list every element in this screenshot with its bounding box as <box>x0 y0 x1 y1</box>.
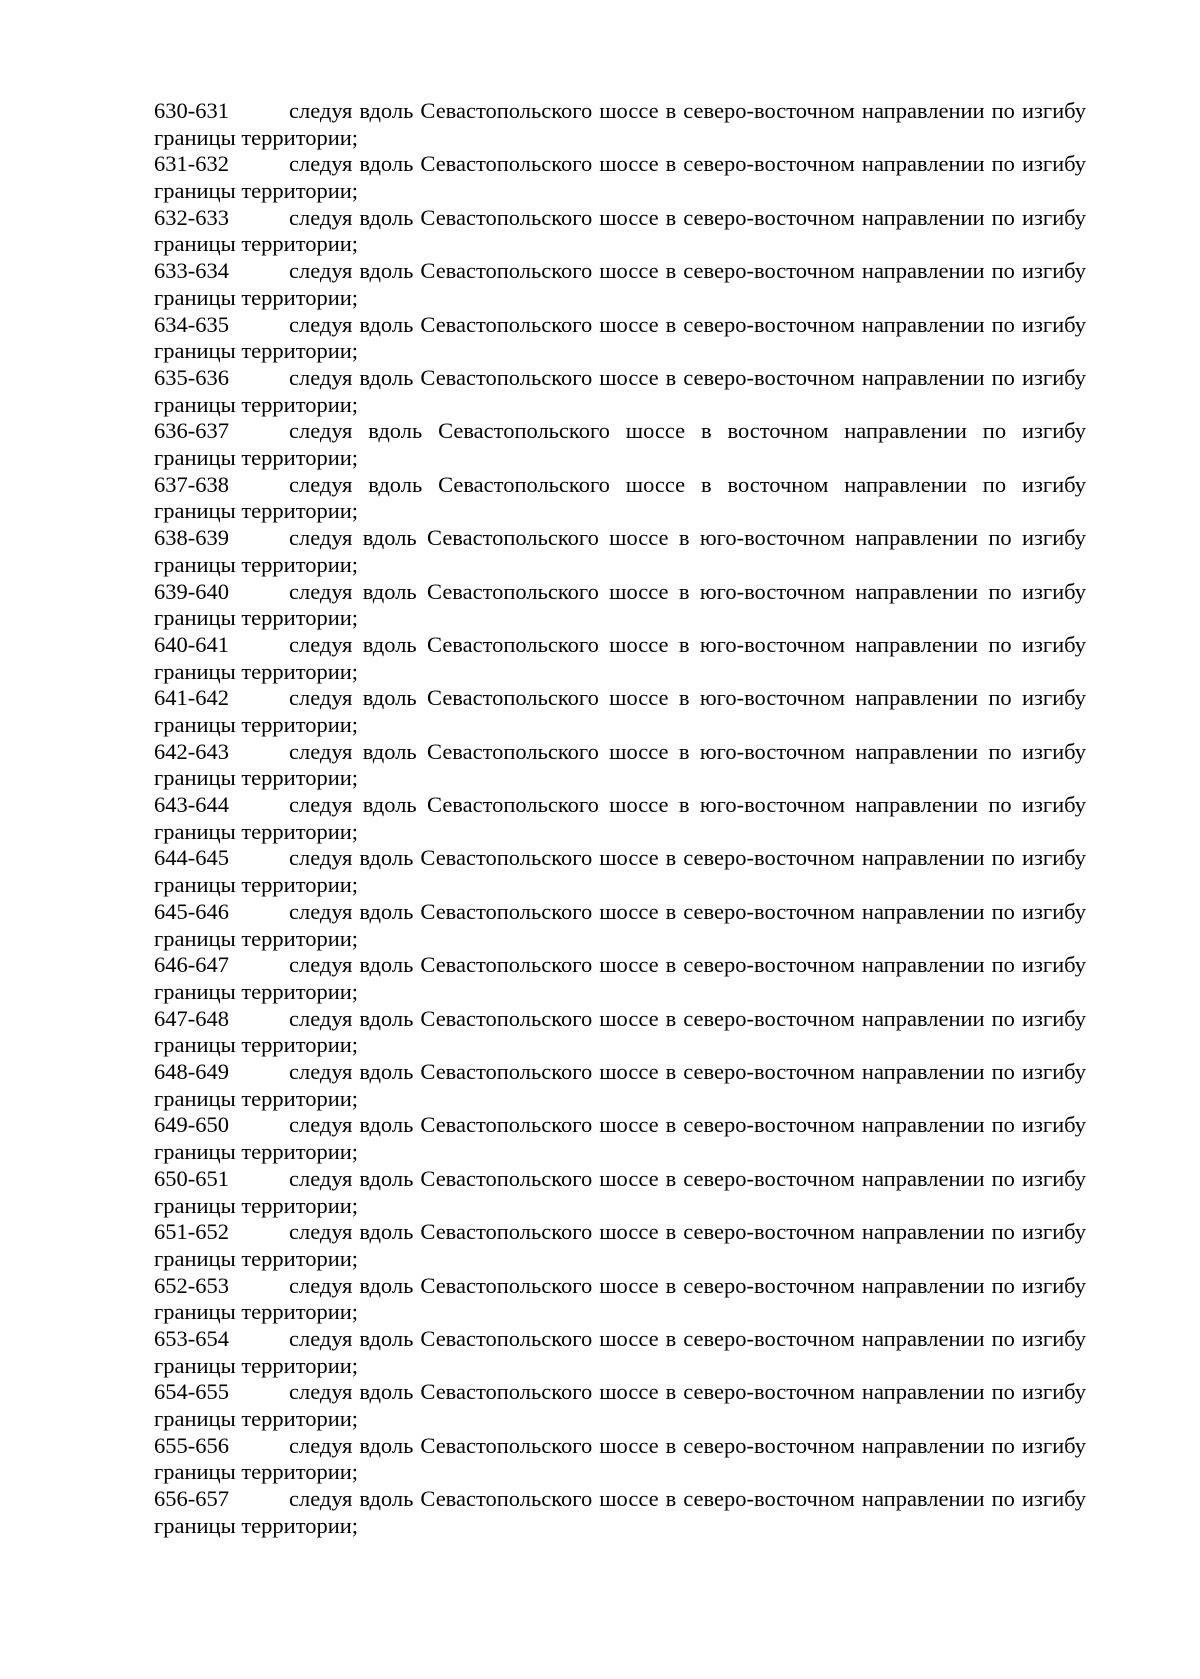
segment-description: следуя вдоль Севастопольского шоссе в юго-восточном направлении по изгибу границы территории; <box>154 525 1086 577</box>
boundary-entry <box>154 1112 1086 1165</box>
segment-range: 656-657 <box>154 1486 229 1512</box>
segment-range: 650-651 <box>154 1165 229 1191</box>
segment-range: 647-648 <box>154 1005 229 1031</box>
segment-description: следуя вдоль Севастопольского шоссе в северо-восточном направлении по изгибу границы территории; <box>154 311 1086 364</box>
segment-range: 637-638 <box>154 471 229 497</box>
segment-description: следуя вдоль Севастопольского шоссе в северо-восточном направлении по изгибу границы территории; <box>154 151 1086 204</box>
boundary-entry <box>154 205 1086 258</box>
segment-description: следуя вдоль Севастопольского шоссе в северо-восточном направлении по изгибу границы территории; <box>154 1379 1086 1432</box>
boundary-entry <box>154 365 1086 418</box>
segment-range: 632-633 <box>154 204 229 230</box>
boundary-entry <box>154 98 1086 151</box>
boundary-entry <box>154 579 1086 632</box>
segment-range: 636-637 <box>154 418 229 444</box>
segment-range: 652-653 <box>154 1272 229 1298</box>
segment-range: 630-631 <box>154 98 229 123</box>
segment-description: следуя вдоль Севастопольского шоссе в восточном направлении по изгибу границы территории; <box>154 418 1086 471</box>
segment-range: 642-643 <box>154 738 229 764</box>
segment-range: 631-632 <box>154 151 229 177</box>
document-page <box>154 98 1086 1540</box>
segment-range: 646-647 <box>154 952 229 978</box>
segment-description: следуя вдоль Севастопольского шоссе в северо-восточном направлении по изгибу границы территории; <box>154 1112 1086 1165</box>
boundary-entry <box>154 845 1086 898</box>
segment-description: следуя вдоль Севастопольского шоссе в северо-восточном направлении по изгибу границы территории; <box>154 204 1086 257</box>
segment-description: следуя вдоль Севастопольского шоссе в юго-восточном направлении по изгибу границы территории; <box>154 685 1086 737</box>
segment-range: 640-641 <box>154 631 229 657</box>
boundary-entry <box>154 472 1086 525</box>
segment-description: следуя вдоль Севастопольского шоссе в северо-восточном направлении по изгибу границы территории; <box>154 952 1086 1004</box>
segment-range: 634-635 <box>154 311 229 337</box>
boundary-entry <box>154 899 1086 952</box>
segment-range: 649-650 <box>154 1112 229 1138</box>
segment-range: 648-649 <box>154 1059 229 1085</box>
segment-description: следуя вдоль Севастопольского шоссе в северо-восточном направлении по изгибу границы территории; <box>154 1005 1086 1058</box>
segment-description: следуя вдоль Севастопольского шоссе в северо-восточном направлении по изгибу границы территории; <box>154 98 1086 150</box>
segment-description: следуя вдоль Севастопольского шоссе в северо-восточном направлении по изгибу границы территории; <box>154 1325 1086 1378</box>
boundary-entry <box>154 952 1086 1005</box>
boundary-entry <box>154 739 1086 792</box>
segment-range: 644-645 <box>154 845 229 871</box>
boundary-entry <box>154 1379 1086 1432</box>
segment-range: 633-634 <box>154 258 229 284</box>
boundary-entry <box>154 258 1086 311</box>
segment-description: следуя вдоль Севастопольского шоссе в северо-восточном направлении по изгибу границы территории; <box>154 1059 1086 1111</box>
segment-description: следуя вдоль Севастопольского шоссе в юго-восточном направлении по изгибу границы территории; <box>154 792 1086 844</box>
segment-description: следуя вдоль Севастопольского шоссе в северо-восточном направлении по изгибу границы территории; <box>154 1165 1086 1218</box>
segment-description: следуя вдоль Севастопольского шоссе в северо-восточном направлении по изгибу границы территории; <box>154 898 1086 951</box>
segment-description: следуя вдоль Севастопольского шоссе в северо-восточном направлении по изгибу границы территории; <box>154 845 1086 898</box>
boundary-entry <box>154 1059 1086 1112</box>
boundary-entry <box>154 1326 1086 1379</box>
segment-description: следуя вдоль Севастопольского шоссе в северо-восточном направлении по изгибу границы территории; <box>154 364 1086 417</box>
boundary-entry <box>154 312 1086 365</box>
boundary-entry <box>154 151 1086 204</box>
segment-description: следуя вдоль Севастопольского шоссе в юго-восточном направлении по изгибу границы территории; <box>154 631 1086 684</box>
segment-range: 655-656 <box>154 1432 229 1458</box>
boundary-entry <box>154 1166 1086 1219</box>
segment-range: 639-640 <box>154 578 229 604</box>
boundary-entry <box>154 1486 1086 1539</box>
segment-description: следуя вдоль Севастопольского шоссе в северо-восточном направлении по изгибу границы территории; <box>154 1272 1086 1325</box>
segment-description: следуя вдоль Севастопольского шоссе в юго-восточном направлении по изгибу границы территории; <box>154 578 1086 631</box>
boundary-entry <box>154 1006 1086 1059</box>
segment-range: 638-639 <box>154 525 229 551</box>
segment-description: следуя вдоль Севастопольского шоссе в северо-восточном направлении по изгибу границы территории; <box>154 1432 1086 1485</box>
boundary-entry <box>154 792 1086 845</box>
segment-range: 653-654 <box>154 1325 229 1351</box>
segment-range: 645-646 <box>154 898 229 924</box>
segment-description: следуя вдоль Севастопольского шоссе в северо-восточном направлении по изгибу границы территории; <box>154 1219 1086 1271</box>
boundary-entry <box>154 418 1086 471</box>
segment-range: 641-642 <box>154 685 229 711</box>
boundary-entry <box>154 1219 1086 1272</box>
segment-range: 654-655 <box>154 1379 229 1405</box>
segment-description: следуя вдоль Севастопольского шоссе в юго-восточном направлении по изгибу границы территории; <box>154 738 1086 791</box>
boundary-entry <box>154 525 1086 578</box>
segment-range: 643-644 <box>154 792 229 818</box>
boundary-entry <box>154 1433 1086 1486</box>
segment-range: 635-636 <box>154 364 229 390</box>
boundary-entry <box>154 685 1086 738</box>
boundary-entry <box>154 1273 1086 1326</box>
segment-description: следуя вдоль Севастопольского шоссе в северо-восточном направлении по изгибу границы территории; <box>154 258 1086 310</box>
segment-description: следуя вдоль Севастопольского шоссе в восточном направлении по изгибу границы территории; <box>154 471 1086 524</box>
segment-description: следуя вдоль Севастопольского шоссе в северо-восточном направлении по изгибу границы территории; <box>154 1486 1086 1538</box>
boundary-entry <box>154 632 1086 685</box>
segment-range: 651-652 <box>154 1219 229 1245</box>
